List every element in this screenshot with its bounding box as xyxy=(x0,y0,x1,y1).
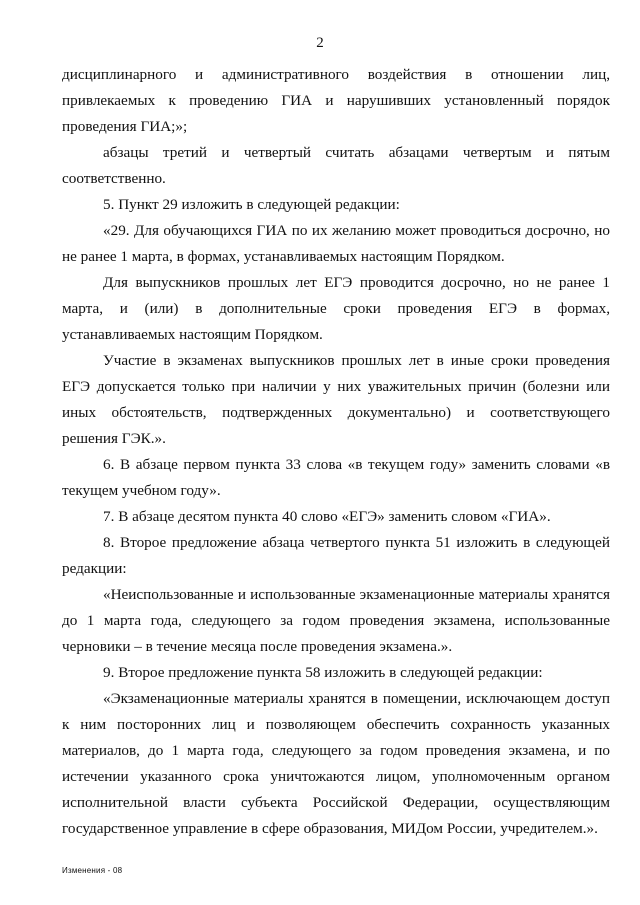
paragraph-3: 5. Пункт 29 изложить в следующей редакции: xyxy=(103,196,400,213)
paragraph-12: «Экзаменационные материалы хранятся в помещении, исключающем доступ к ним посторонних лиц и позволяющем обеспечить сохранность указанных материалов, до 1 марта года, следующего за годом проведения экзамена, и по истечении указанного срока уничтожаются лицом, уполномоченным органом исполнительной власти субъекта Российской Федерации, осуществляющим государственное управление в сфере образования, МИДом России, учредителем.». xyxy=(62,690,610,837)
paragraph-11: 9. Второе предложение пункта 58 изложить в следующей редакции: xyxy=(103,664,543,681)
paragraph-5: Для выпускников прошлых лет ЕГЭ проводится досрочно, но не ранее 1 марта, и (или) в дополнительные сроки проведения ЕГЭ в формах, устанавливаемых настоящим Порядком. xyxy=(62,274,610,343)
document-body xyxy=(62,62,610,842)
page-number: 2 xyxy=(316,35,324,51)
paragraph-7: 6. В абзаце первом пункта 33 слова «в текущем году» заменить словами «в текущем учебном году». xyxy=(62,456,610,499)
paragraph-9: 8. Второе предложение абзаца четвертого пункта 51 изложить в следующей редакции: xyxy=(62,534,610,577)
paragraph-6: Участие в экзаменах выпускников прошлых лет в иные сроки проведения ЕГЭ допускается только при наличии у них уважительных причин (болезни или иных обстоятельств, подтвержденных документально) и соответствующего решения ГЭК.». xyxy=(62,352,610,447)
paragraph-2: абзацы третий и четвертый считать абзацами четвертым и пятым соответственно. xyxy=(62,144,610,187)
footer-note: Изменения - 08 xyxy=(62,866,123,875)
paragraph-10: «Неиспользованные и использованные экзаменационные материалы хранятся до 1 марта года, следующего за годом проведения экзамена, использованные черновики – в течение месяца после проведения экзамена.». xyxy=(62,586,610,655)
paragraph-4: «29. Для обучающихся ГИА по их желанию может проводиться досрочно, но не ранее 1 марта, в формах, устанавливаемых настоящим Порядком. xyxy=(62,222,610,265)
paragraph-1: дисциплинарного и административного воздействия в отношении лиц, привлекаемых к проведению ГИА и нарушивших установленный порядок проведения ГИА;»; xyxy=(62,66,610,135)
paragraph-8: 7. В абзаце десятом пункта 40 слово «ЕГЭ» заменить словом «ГИА». xyxy=(103,508,551,525)
